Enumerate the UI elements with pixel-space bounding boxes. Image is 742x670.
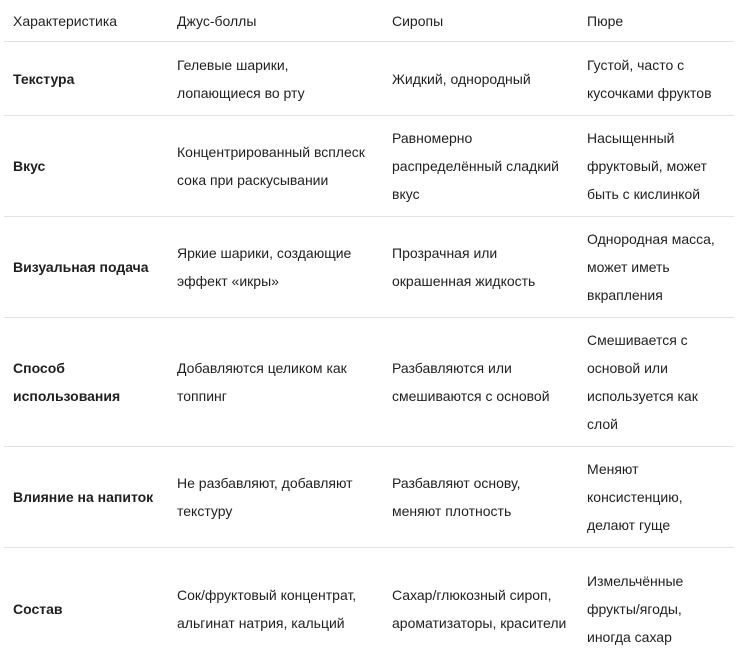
table-row <box>4 42 734 116</box>
table-row <box>4 217 734 318</box>
header-syrups: Сиропы <box>383 0 578 42</box>
table-header <box>4 0 734 42</box>
header-juice-balls: Джус-боллы <box>168 0 383 42</box>
table-row <box>4 116 734 217</box>
table-body <box>4 42 734 670</box>
cell-syrups: Прозрачная или окрашенная жидкость <box>383 217 578 318</box>
header-characteristic: Характеристика <box>4 0 168 42</box>
cell-puree: Насыщенный фруктовый, может быть с кислинкой <box>578 116 734 217</box>
row-feature-label: Состав <box>13 600 63 617</box>
cell-puree: Однородная масса, может иметь вкрапления <box>578 217 734 318</box>
cell-juice-balls: Концентрированный всплеск сока при раскусывании <box>168 116 383 217</box>
row-feature-label: Вкус <box>4 116 168 217</box>
cell-juice-balls: Не разбавляют, добавляют текстуру <box>168 447 383 548</box>
cell-puree: Смешивается с основой или используется как слой <box>578 318 734 447</box>
cell-syrups: Разбавляют основу, меняют плотность <box>383 447 578 548</box>
comparison-table <box>4 0 734 670</box>
cell-puree: Меняют консистенцию, делают гуще <box>578 447 734 548</box>
cell-syrups: Равномерно распределённый сладкий вкус <box>383 116 578 217</box>
cell-syrups: Сахар/глюкозный сироп, ароматизаторы, красители <box>392 586 567 631</box>
table-row <box>4 548 734 670</box>
header-puree: Пюре <box>578 0 734 42</box>
row-feature-label: Визуальная подача <box>4 217 168 318</box>
row-feature-label: Влияние на напиток <box>4 447 168 548</box>
row-feature-label: Способ использования <box>4 318 168 447</box>
cell-juice-balls: Гелевые шарики, лопающиеся во рту <box>168 42 383 116</box>
cell-puree: Густой, часто с кусочками фруктов <box>578 42 734 116</box>
cell-juice-balls: Сок/фруктовый концентрат, альгинат натрия, кальций <box>177 586 357 631</box>
cell-syrups: Разбавляются или смешиваются с основой <box>383 318 578 447</box>
cell-juice-balls: Добавляются целиком как топпинг <box>168 318 383 447</box>
header-row <box>4 0 734 42</box>
table-row <box>4 318 734 447</box>
cell-syrups: Жидкий, однородный <box>383 42 578 116</box>
cell-juice-balls: Яркие шарики, создающие эффект «икры» <box>168 217 383 318</box>
row-feature-label: Текстура <box>4 42 168 116</box>
table-row <box>4 447 734 548</box>
cell-puree: Измельчённые фрукты/ягоды, иногда сахар <box>587 572 684 645</box>
